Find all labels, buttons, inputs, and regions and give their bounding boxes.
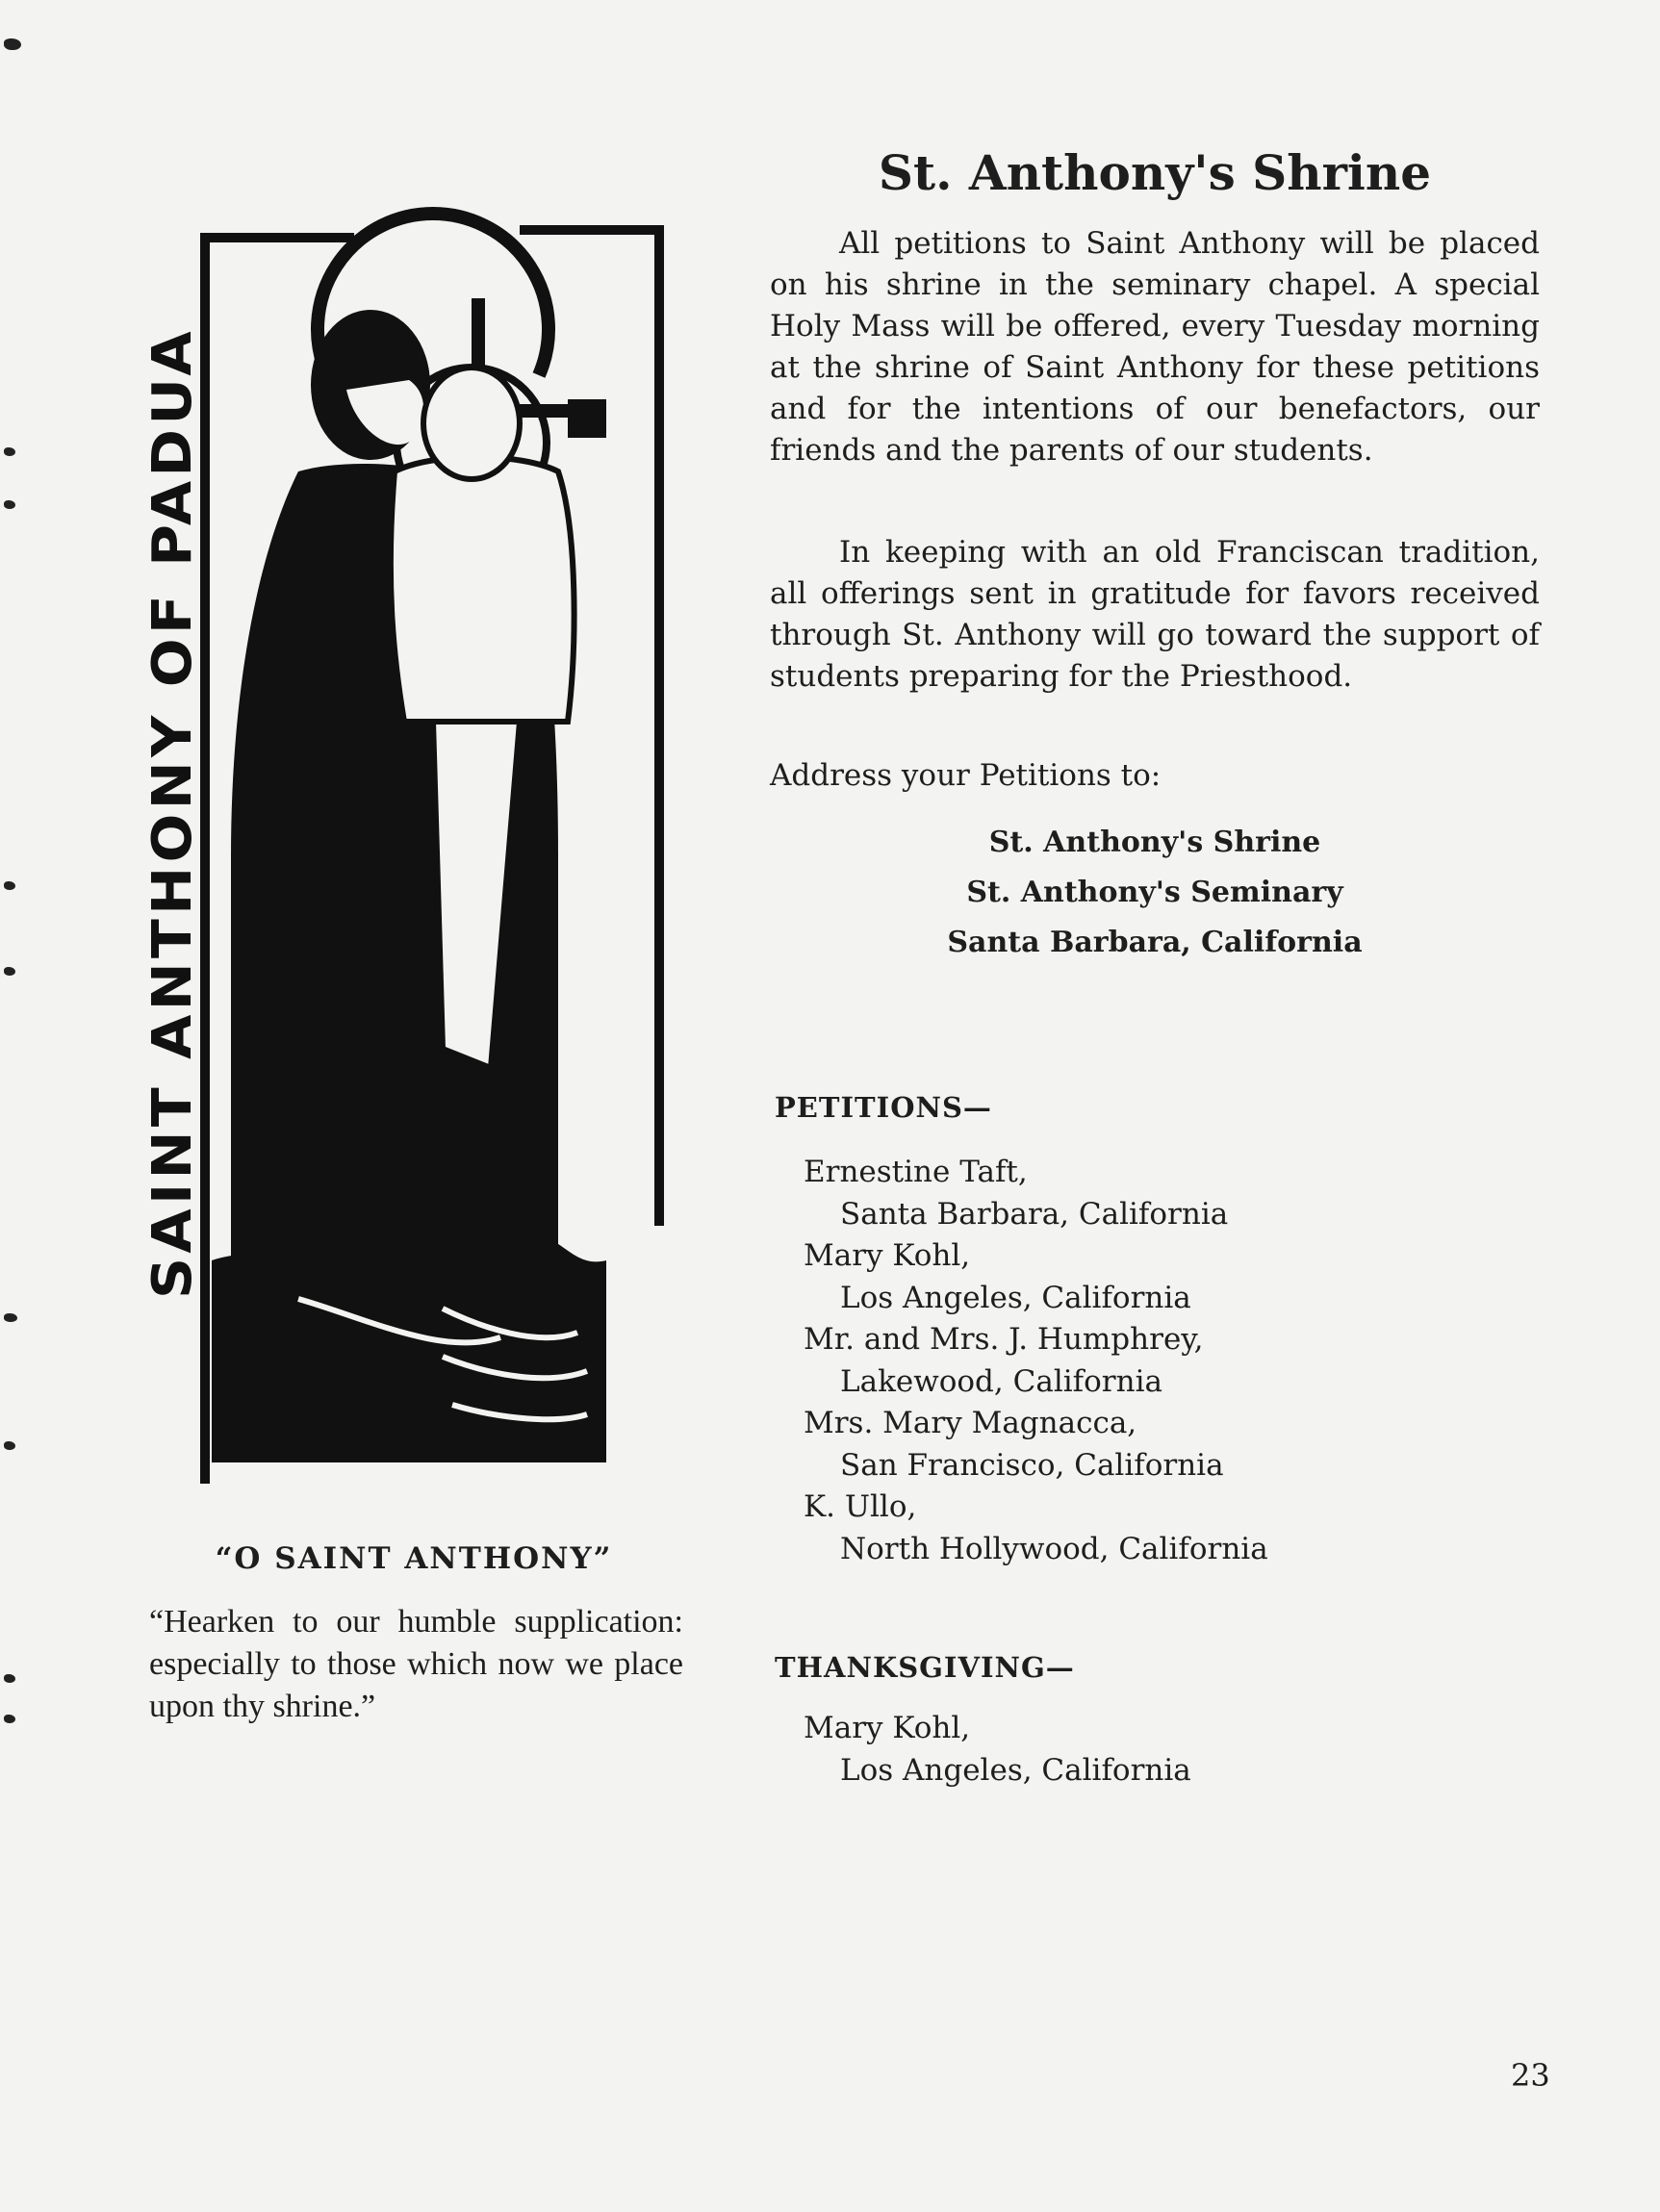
petition-place: North Hollywood, California <box>840 1531 1268 1566</box>
binding-hole <box>4 1674 15 1683</box>
page-title: St. Anthony's Shrine <box>878 144 1432 201</box>
petition-place: San Francisco, California <box>840 1447 1224 1483</box>
binding-hole <box>4 447 15 456</box>
binding-hole <box>4 38 21 50</box>
address-line: St. Anthony's Seminary <box>966 876 1343 909</box>
page-number: 23 <box>1511 2057 1550 2094</box>
binding-hole <box>4 1313 17 1322</box>
address-block <box>770 818 1540 968</box>
petition-name: Ernestine Taft, <box>804 1155 1028 1189</box>
paragraph-offerings: In keeping with an old Franciscan tradition, all offerings sent in gratitude for favors received through St. Anthony will go toward the support of students preparing for the Priesthood. <box>770 535 1540 694</box>
thanksgiving-title: THANKSGIVING— <box>775 1651 1075 1684</box>
binding-hole <box>4 500 15 509</box>
petition-place: Los Angeles, California <box>840 1280 1191 1315</box>
address-line: St. Anthony's Shrine <box>988 826 1321 859</box>
banner-text: SAINT ANTHONY OF PADUA <box>141 389 204 1299</box>
address-label: Address your Petitions to: <box>770 758 1162 793</box>
thanksgiving-place: Los Angeles, California <box>840 1752 1191 1788</box>
thanksgiving-name: Mary Kohl, <box>804 1711 971 1745</box>
petition-place: Lakewood, California <box>840 1363 1162 1399</box>
saint-anthony-woodcut <box>141 183 674 1511</box>
binding-hole <box>4 967 15 976</box>
paragraph-petitions: All petitions to Saint Anthony will be placed on his shrine in the seminary chapel. A special Holy Mass will be offered, every Tuesday morning at the shrine of Saint Anthony for these petitions and for the intentions of our benefactors, our friends and the parents of our students. <box>770 226 1540 468</box>
petition-place: Santa Barbara, California <box>840 1196 1229 1232</box>
address-line: Santa Barbara, California <box>947 926 1363 959</box>
petition-name: Mary Kohl, <box>804 1238 971 1273</box>
binding-hole <box>4 1441 15 1450</box>
caption-title: “O SAINT ANTHONY” <box>215 1541 613 1576</box>
thanksgiving-list <box>804 1708 1535 1792</box>
petitions-title: PETITIONS— <box>775 1091 992 1124</box>
petitions-list <box>804 1152 1535 1570</box>
petition-name: Mrs. Mary Magnacca, <box>804 1406 1137 1440</box>
caption-text: “Hearken to our humble supplication: especially to those which now we place upon thy shrine.” <box>149 1604 683 1724</box>
petition-name: K. Ullo, <box>804 1489 917 1524</box>
binding-hole <box>4 1715 15 1723</box>
binding-hole <box>4 881 15 890</box>
petition-name: Mr. and Mrs. J. Humphrey, <box>804 1322 1204 1357</box>
